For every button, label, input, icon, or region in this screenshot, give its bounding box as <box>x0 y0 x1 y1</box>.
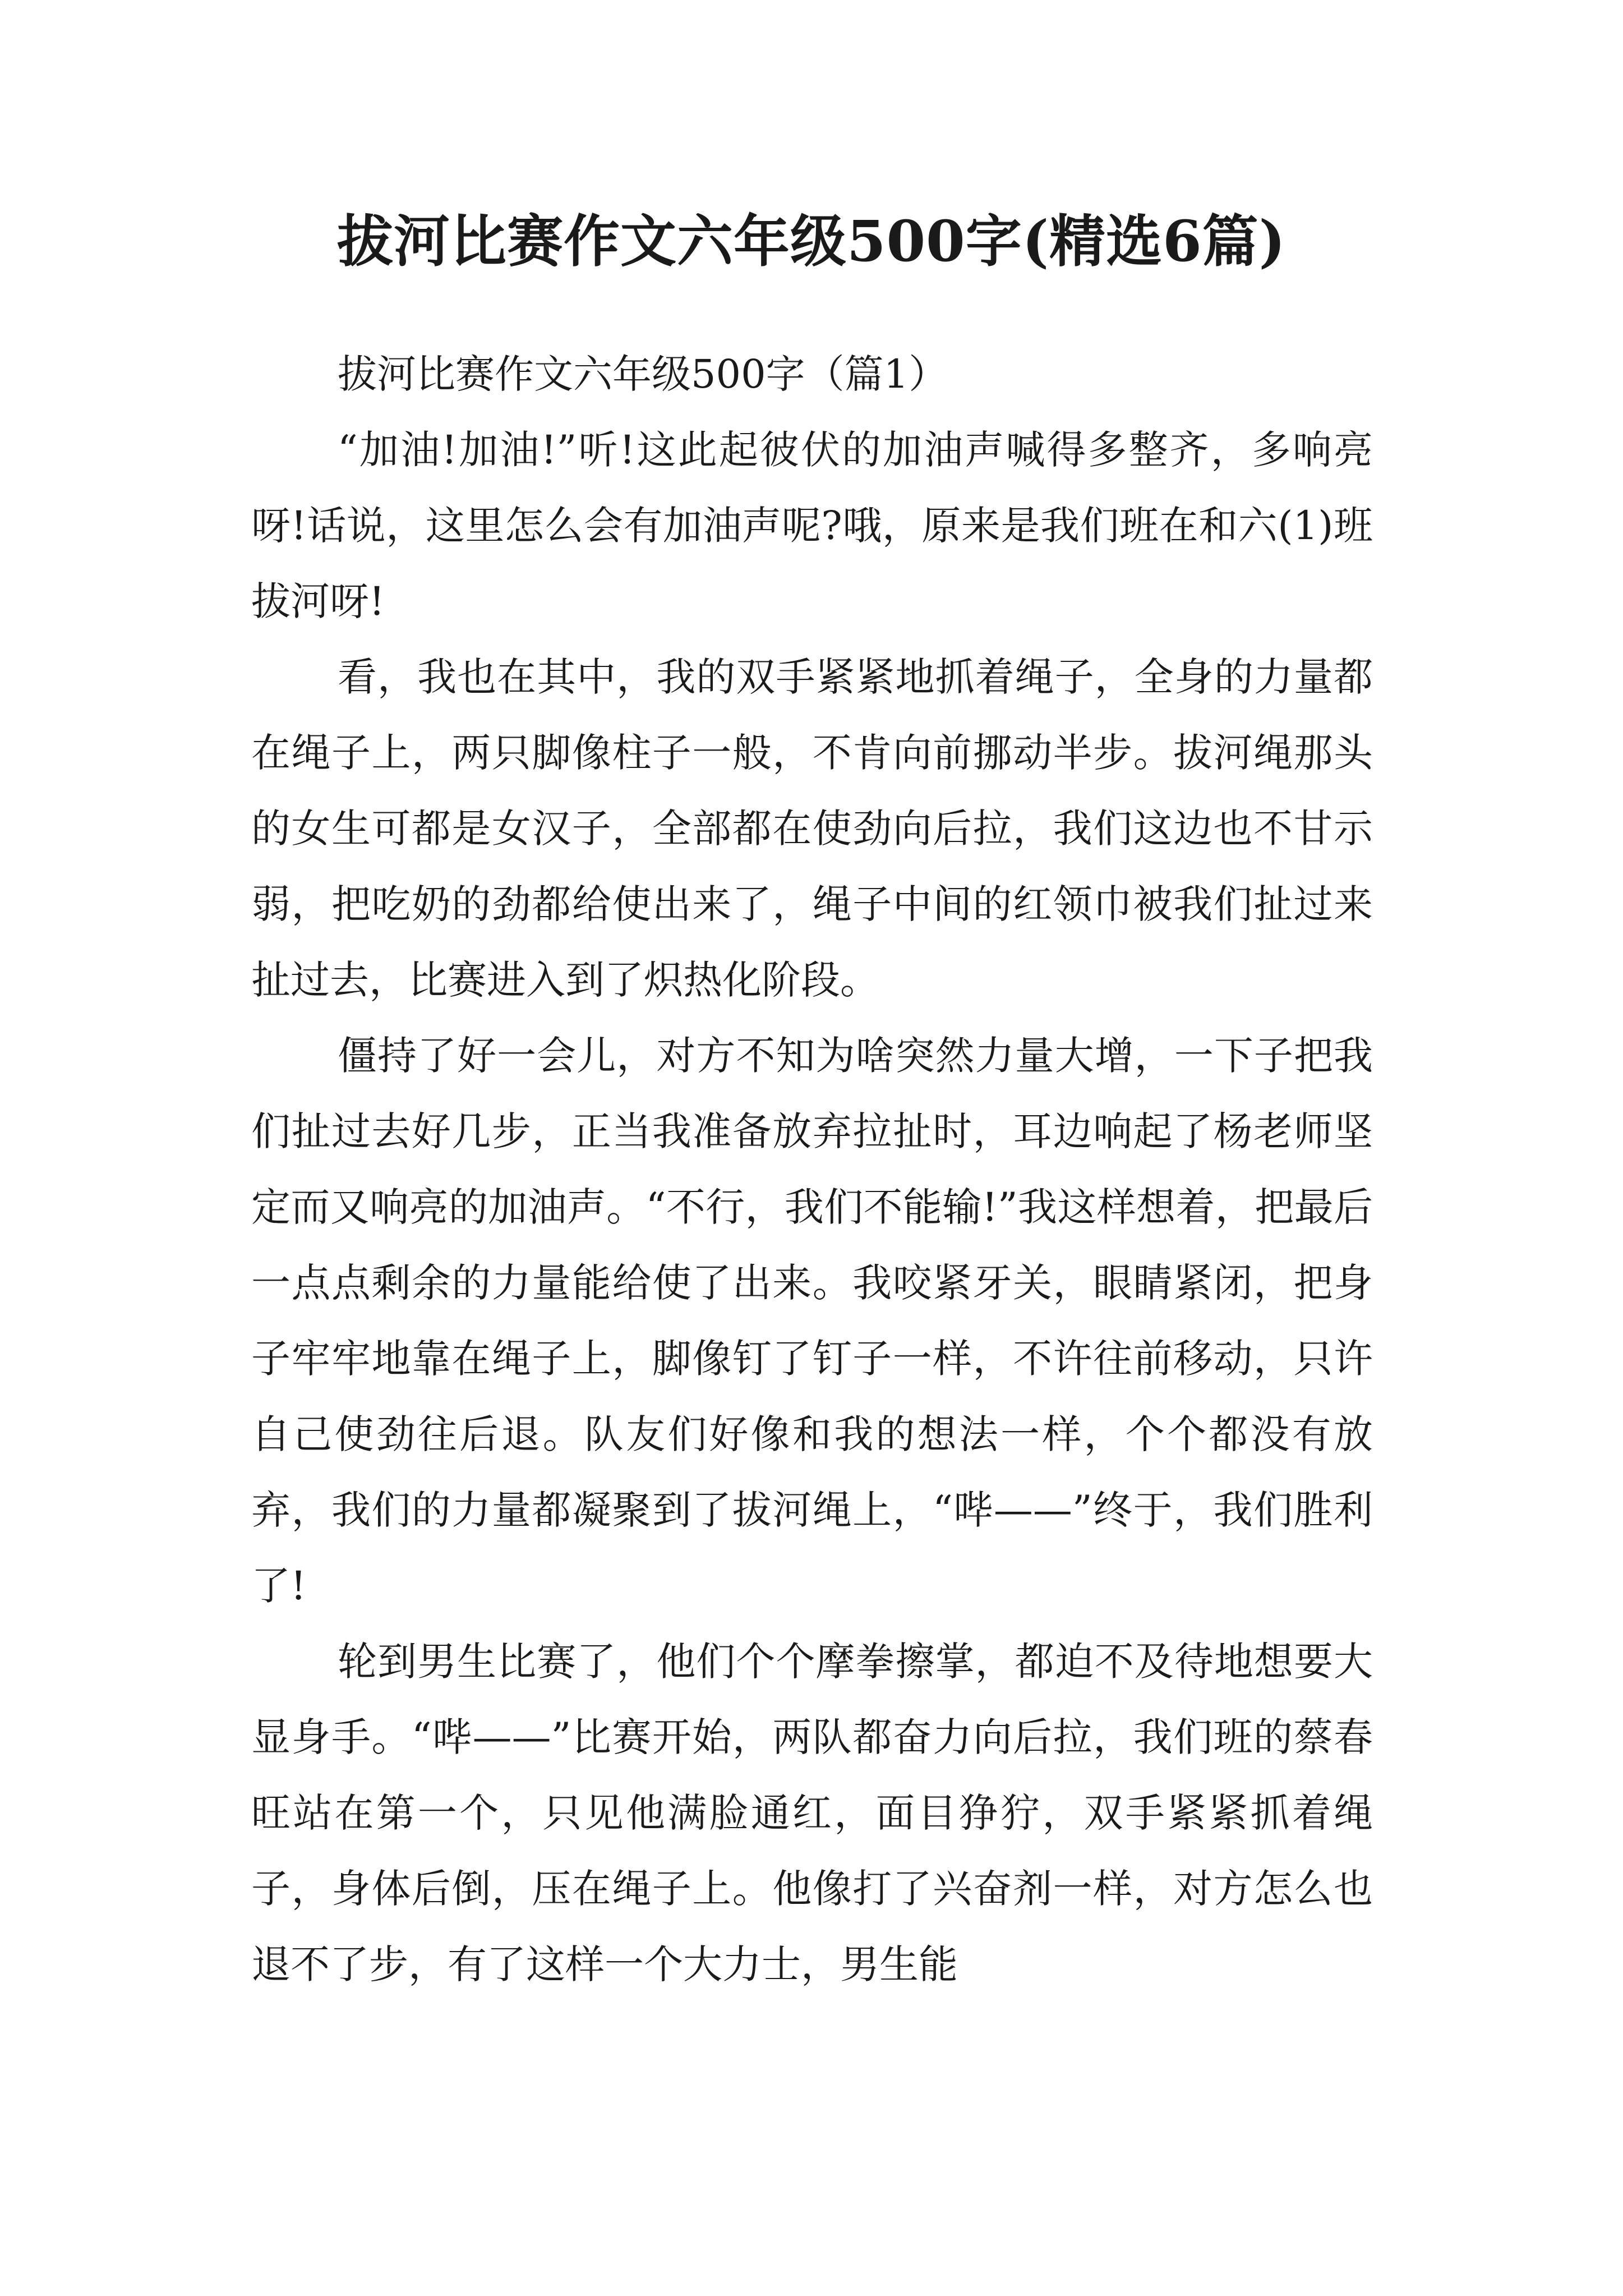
section-heading: 拔河比赛作文六年级500字（篇1） <box>338 351 948 397</box>
paragraph-4: 轮到男生比赛了，他们个个摩拳擦掌，都迫不及待地想要大显身手。“哔——”比赛开始，两队都奋力向后拉，我们班的蔡春旺站在第一个，只见他满脸通红，面目狰狞，双手紧紧抓着绳子，身体后倒，压在绳子上。他像打了兴奋剂一样，对方怎么也退不了步，有了这样一个大力士，男生能 <box>251 1639 1373 1987</box>
document-title: 拔河比赛作文六年级500字(精选6篇) <box>337 208 1286 274</box>
paragraph-3: 僵持了好一会儿，对方不知为啥突然力量大增，一下子把我们扯过去好几步，正当我准备放弃拉扯时，耳边响起了杨老师坚定而又响亮的加油声。“不行，我们不能输!”我这样想着，把最后一点点剩余的力量能给使了出来。我咬紧牙关，眼睛紧闭，把身子牢牢地靠在绳子上，脚像钉了钉子一样，不许往前移动，只许自己使劲往后退。队友们好像和我的想法一样，个个都没有放弃，我们的力量都凝聚到了拔河绳上，“哔——”终于，我们胜利了! <box>251 1033 1373 1609</box>
paragraph-2: 看，我也在其中，我的双手紧紧地抓着绳子，全身的力量都在绳子上，两只脚像柱子一般，不肯向前挪动半步。拔河绳那头的女生可都是女汉子，全部都在使劲向后拉，我们这边也不甘示弱，把吃奶的劲都给使出来了，绳子中间的红领巾被我们扯过来扯过去，比赛进入到了炽热化阶段。 <box>251 654 1373 1003</box>
paragraph-1: “加油!加油!”听!这此起彼伏的加油声喊得多整齐，多响亮呀!话说，这里怎么会有加油声呢?哦，原来是我们班在和六(1)班拔河呀! <box>251 427 1373 624</box>
document-body <box>251 337 1373 2003</box>
